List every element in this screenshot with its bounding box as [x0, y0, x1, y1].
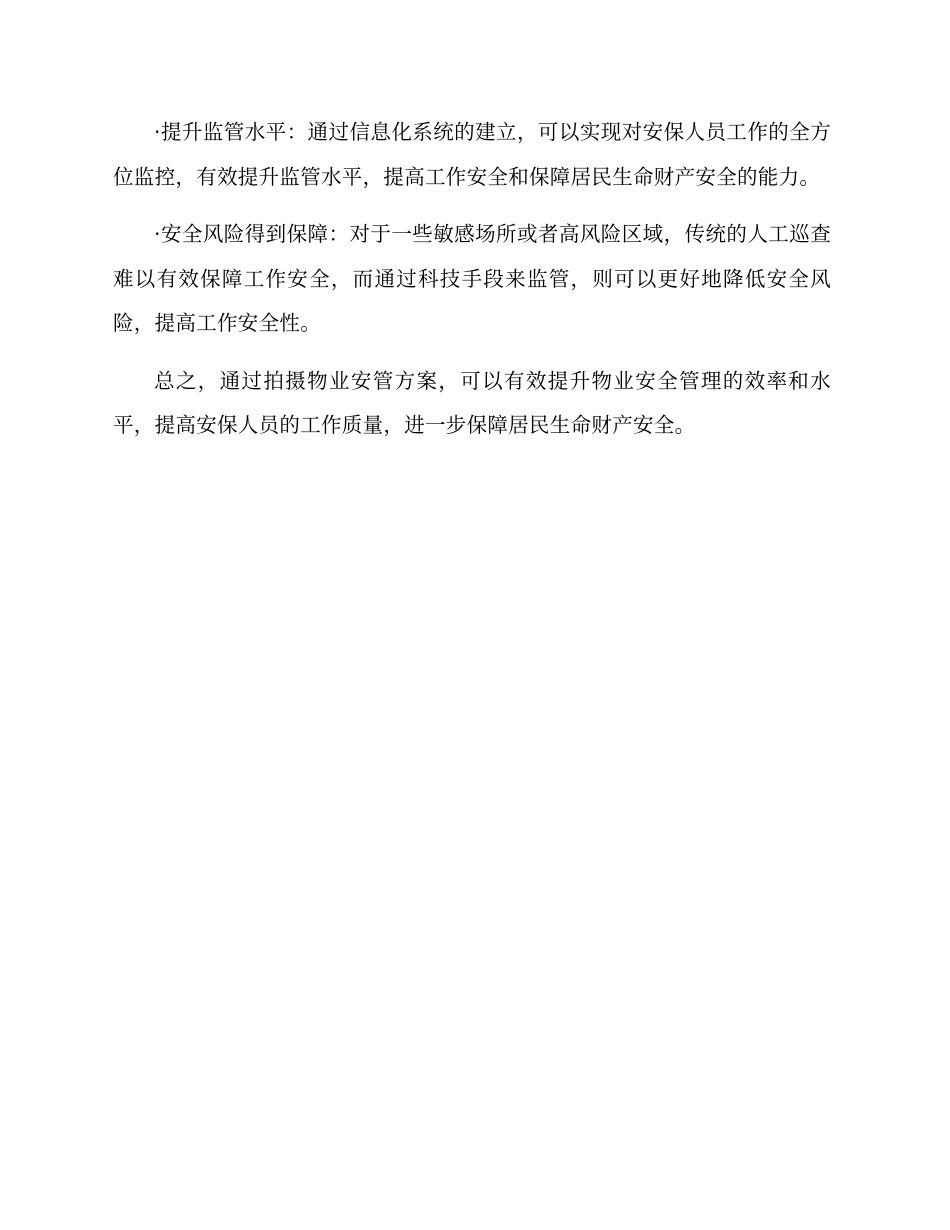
document-body [113, 110, 831, 461]
paragraph-summary: 总之，通过拍摄物业安管方案，可以有效提升物业安全管理的效率和水平，提高安保人员的工作质量，进一步保障居民生命财产安全。 [113, 368, 831, 437]
paragraph-security-risk: ·安全风险得到保障：对于一些敏感场所或者高风险区域，传统的人工巡查难以有效保障工作安全，而通过科技手段来监管，则可以更好地降低安全风险，提高工作安全性。 [113, 222, 831, 335]
paragraph-supervision-level: ·提升监管水平：通过信息化系统的建立，可以实现对安保人员工作的全方位监控，有效提升监管水平，提高工作安全和保障居民生命财产安全的能力。 [113, 120, 831, 189]
